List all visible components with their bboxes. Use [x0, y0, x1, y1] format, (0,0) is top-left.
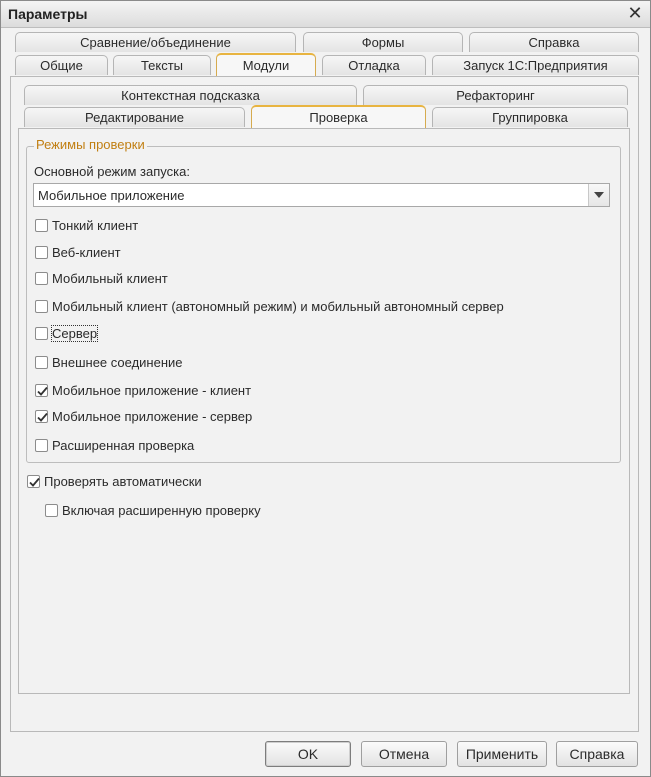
- checkbox-server[interactable]: [35, 327, 48, 340]
- tab-modules[interactable]: Модули: [216, 53, 316, 76]
- checkbox-mobile-client-autonomous[interactable]: [35, 300, 48, 313]
- checkbox-external-connection[interactable]: [35, 356, 48, 369]
- window-title: Параметры: [8, 6, 88, 22]
- tab-comparison-merge[interactable]: Сравнение/объединение: [15, 32, 296, 52]
- launch-mode-label: Основной режим запуска:: [34, 164, 190, 179]
- launch-mode-select[interactable]: [33, 183, 610, 207]
- label-include-extended[interactable]: Включая расширенную проверку: [62, 503, 261, 518]
- tab-launch-enterprise[interactable]: Запуск 1С:Предприятия: [432, 55, 639, 75]
- dropdown-button[interactable]: [588, 184, 609, 206]
- checkbox-mobile-app-client[interactable]: [35, 384, 48, 397]
- label-extended-check[interactable]: Расширенная проверка: [52, 438, 195, 453]
- checkbox-include-extended[interactable]: [45, 504, 58, 517]
- label-mobile-client[interactable]: Мобильный клиент: [52, 271, 168, 286]
- tab-help[interactable]: Справка: [469, 32, 639, 52]
- tab-forms[interactable]: Формы: [303, 32, 463, 52]
- checkmark-icon: [36, 411, 49, 424]
- chevron-down-icon: [594, 192, 604, 198]
- tab-general[interactable]: Общие: [15, 55, 108, 75]
- check-modes-title: Режимы проверки: [36, 137, 145, 152]
- tab-refactoring[interactable]: Рефакторинг: [363, 85, 628, 105]
- label-external-connection[interactable]: Внешнее соединение: [52, 355, 183, 370]
- label-mobile-app-client[interactable]: Мобильное приложение - клиент: [52, 383, 252, 398]
- help-button[interactable]: Справка: [556, 741, 638, 767]
- checkbox-auto-check[interactable]: [27, 475, 40, 488]
- ok-button[interactable]: OK: [265, 741, 351, 767]
- label-mobile-client-autonomous[interactable]: Мобильный клиент (автономный режим) и мобильный автономный сервер: [52, 299, 504, 314]
- cancel-button[interactable]: Отмена: [361, 741, 447, 767]
- label-server[interactable]: Сервер: [52, 326, 98, 341]
- checkbox-mobile-app-server[interactable]: [35, 410, 48, 423]
- label-auto-check[interactable]: Проверять автоматически: [44, 474, 202, 489]
- label-thin-client[interactable]: Тонкий клиент: [52, 218, 139, 233]
- checkmark-icon: [36, 385, 49, 398]
- launch-mode-value: Мобильное приложение: [38, 188, 185, 203]
- label-web-client[interactable]: Веб-клиент: [52, 245, 121, 260]
- title-bar: [1, 1, 650, 28]
- apply-button[interactable]: Применить: [457, 741, 547, 767]
- checkmark-icon: [28, 476, 41, 489]
- close-icon[interactable]: ✕: [627, 3, 643, 23]
- checkbox-thin-client[interactable]: [35, 219, 48, 232]
- tab-editing[interactable]: Редактирование: [24, 107, 245, 127]
- checkbox-extended-check[interactable]: [35, 439, 48, 452]
- tab-debug[interactable]: Отладка: [322, 55, 426, 75]
- checkbox-mobile-client[interactable]: [35, 272, 48, 285]
- label-mobile-app-server[interactable]: Мобильное приложение - сервер: [52, 409, 253, 424]
- tab-check[interactable]: Проверка: [251, 105, 426, 128]
- tab-texts[interactable]: Тексты: [113, 55, 211, 75]
- tab-grouping[interactable]: Группировка: [432, 107, 628, 127]
- checkbox-web-client[interactable]: [35, 246, 48, 259]
- tab-context-hint[interactable]: Контекстная подсказка: [24, 85, 357, 105]
